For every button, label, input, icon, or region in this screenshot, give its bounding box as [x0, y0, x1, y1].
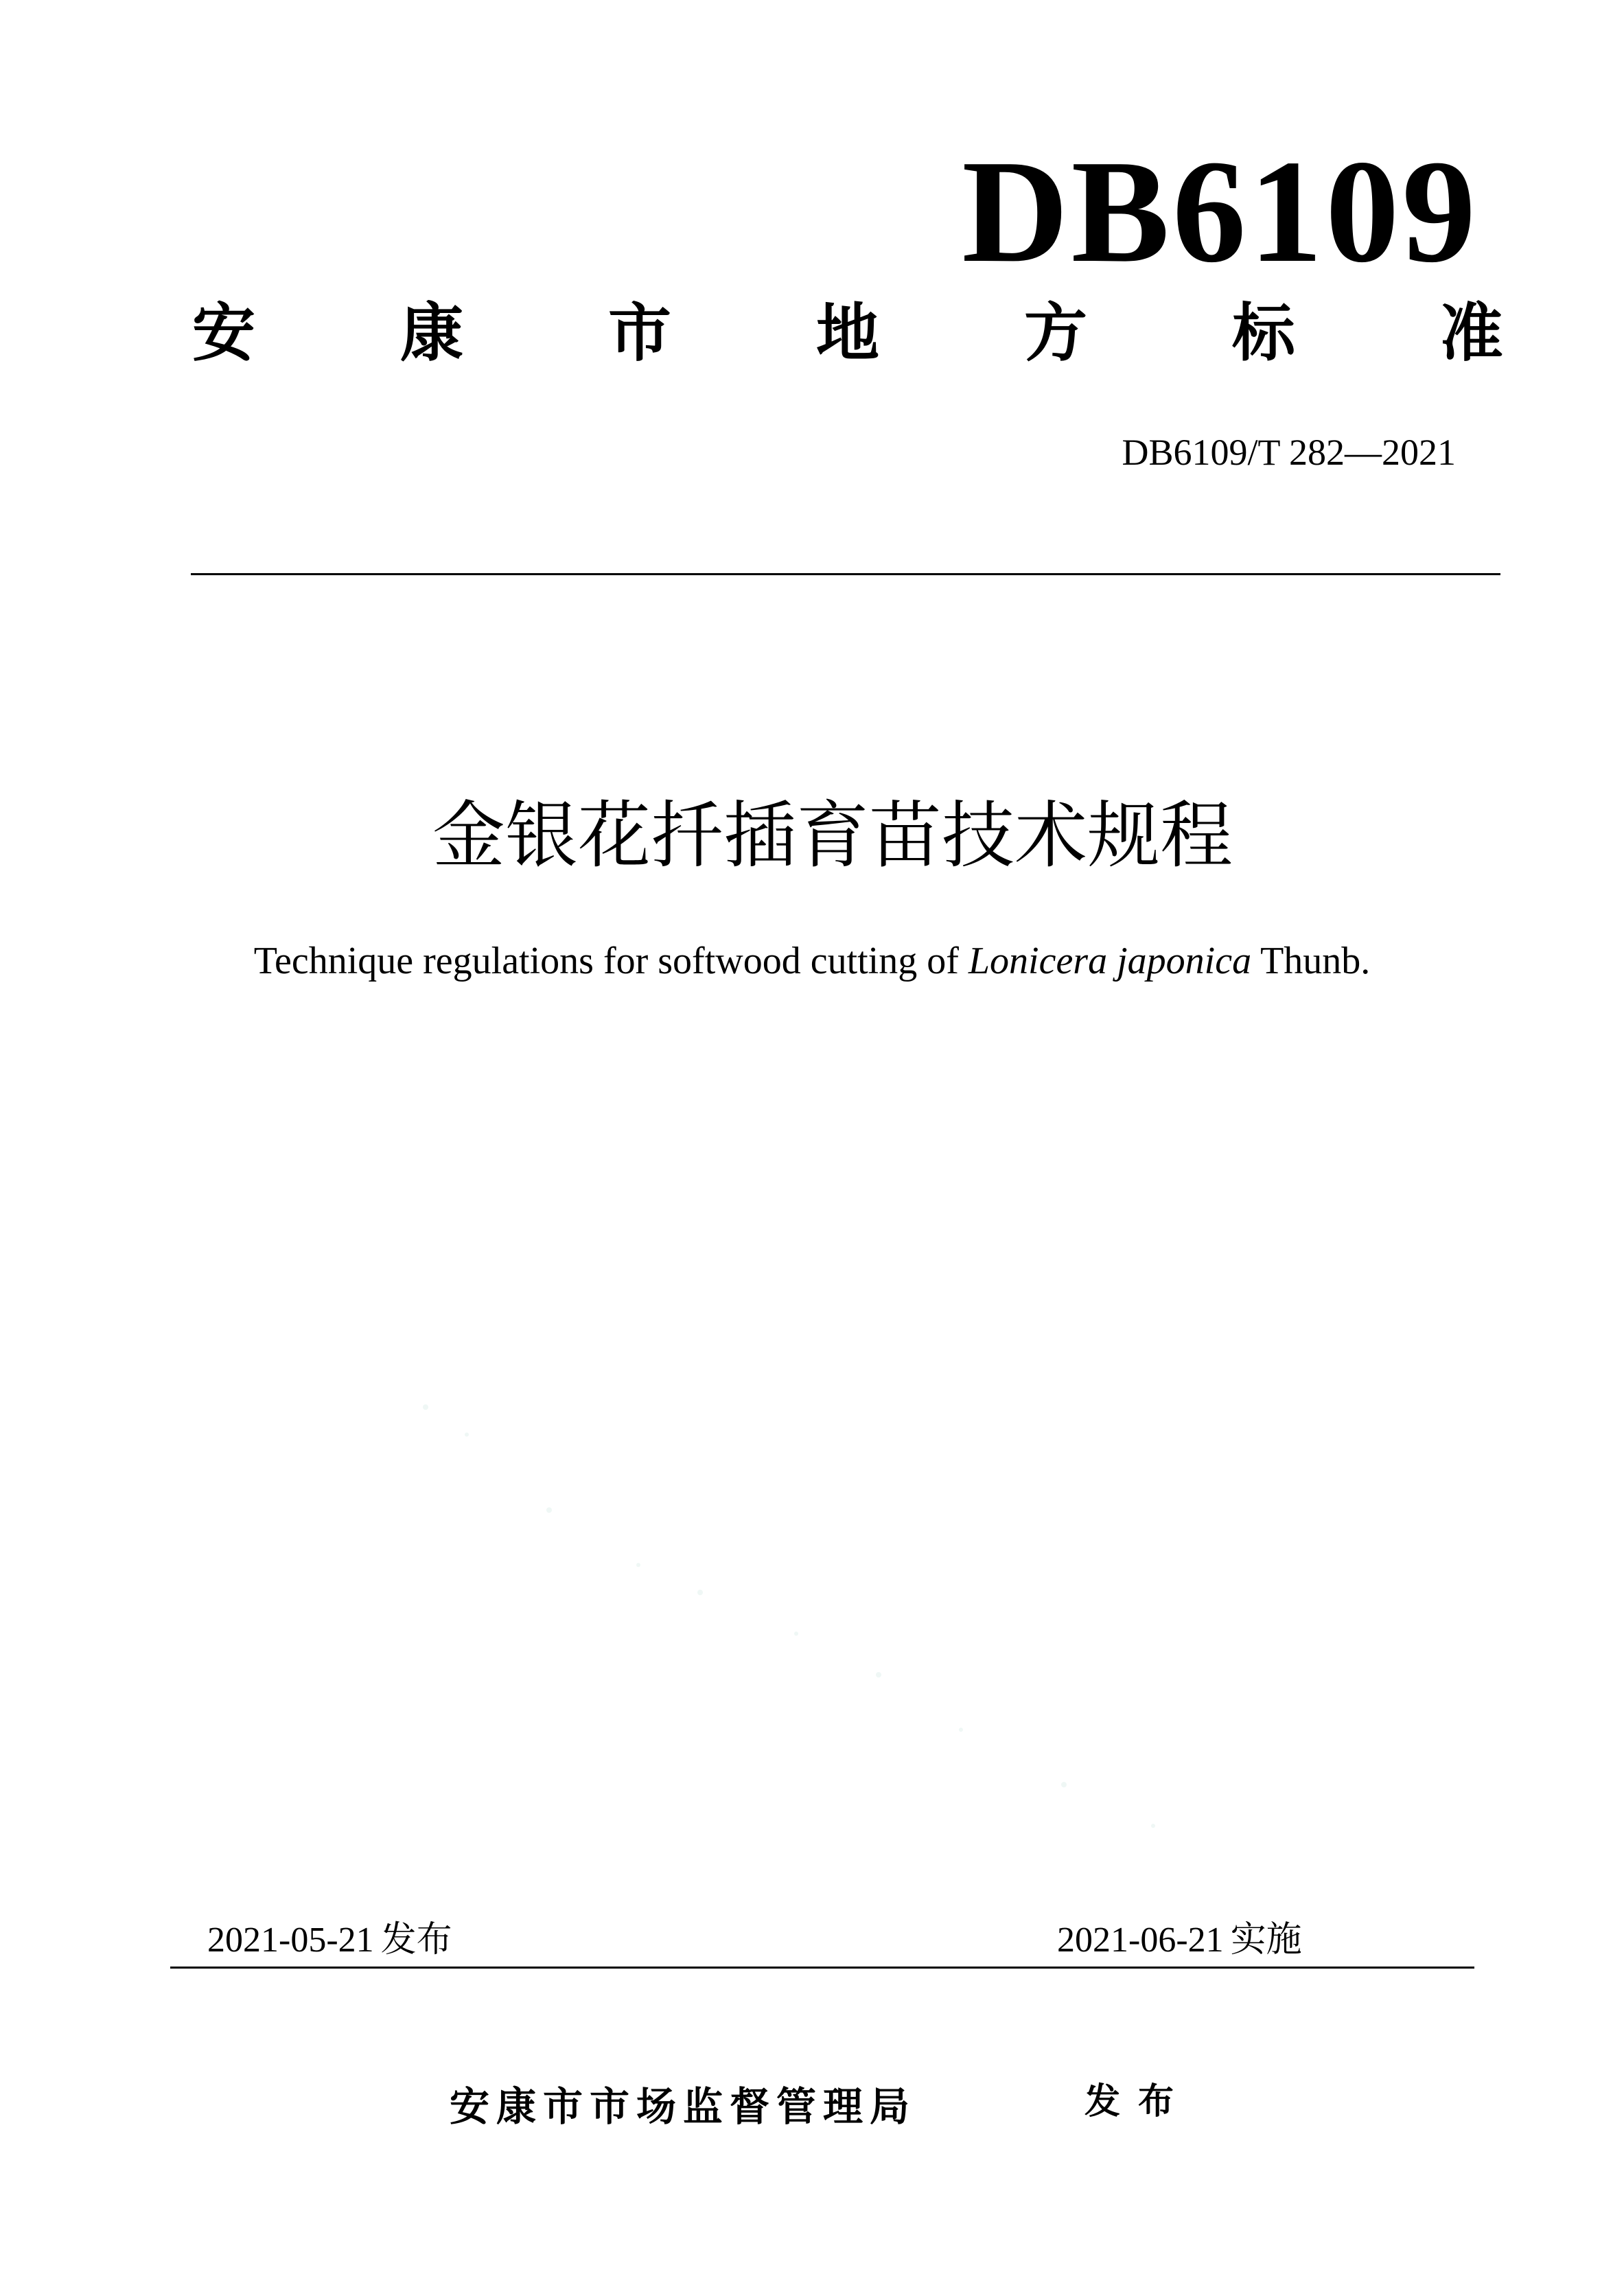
issuing-action: 发布 — [1084, 2081, 1192, 2122]
title-english-part: Technique regulations for softwood cutting of — [253, 940, 968, 982]
issuing-authority: 安康市市场监督管理局 — [450, 2083, 917, 2130]
category-char: 标 — [1231, 297, 1295, 370]
title-english-part: Thunb. — [1251, 940, 1371, 982]
standard-number: DB6109/T 282—2021 — [1122, 432, 1456, 473]
issue-date — [207, 1919, 452, 1960]
implementation-date-label: 实施 — [1230, 1919, 1302, 1960]
category-char: 康 — [399, 297, 463, 370]
category-char: 地 — [815, 297, 879, 370]
issue-date-label: 发布 — [380, 1919, 452, 1960]
title-chinese: 金银花扦插育苗技术规程 — [432, 793, 1233, 878]
implementation-date — [1057, 1919, 1302, 1960]
category-char: 安 — [192, 297, 256, 370]
top-divider — [191, 573, 1500, 575]
bottom-divider — [170, 1967, 1474, 1969]
standard-category — [192, 297, 1503, 370]
category-char: 方 — [1023, 297, 1087, 370]
implementation-date-value: 2021-06-21 — [1057, 1921, 1224, 1960]
issue-date-value: 2021-05-21 — [207, 1921, 374, 1960]
standard-code-heading: DB6109 — [962, 129, 1478, 293]
category-char: 市 — [607, 297, 671, 370]
category-char: 准 — [1439, 297, 1503, 370]
faint-watermark — [412, 1387, 1236, 1867]
title-english — [0, 942, 1624, 980]
title-english-species: Lonicera japonica — [968, 940, 1252, 982]
